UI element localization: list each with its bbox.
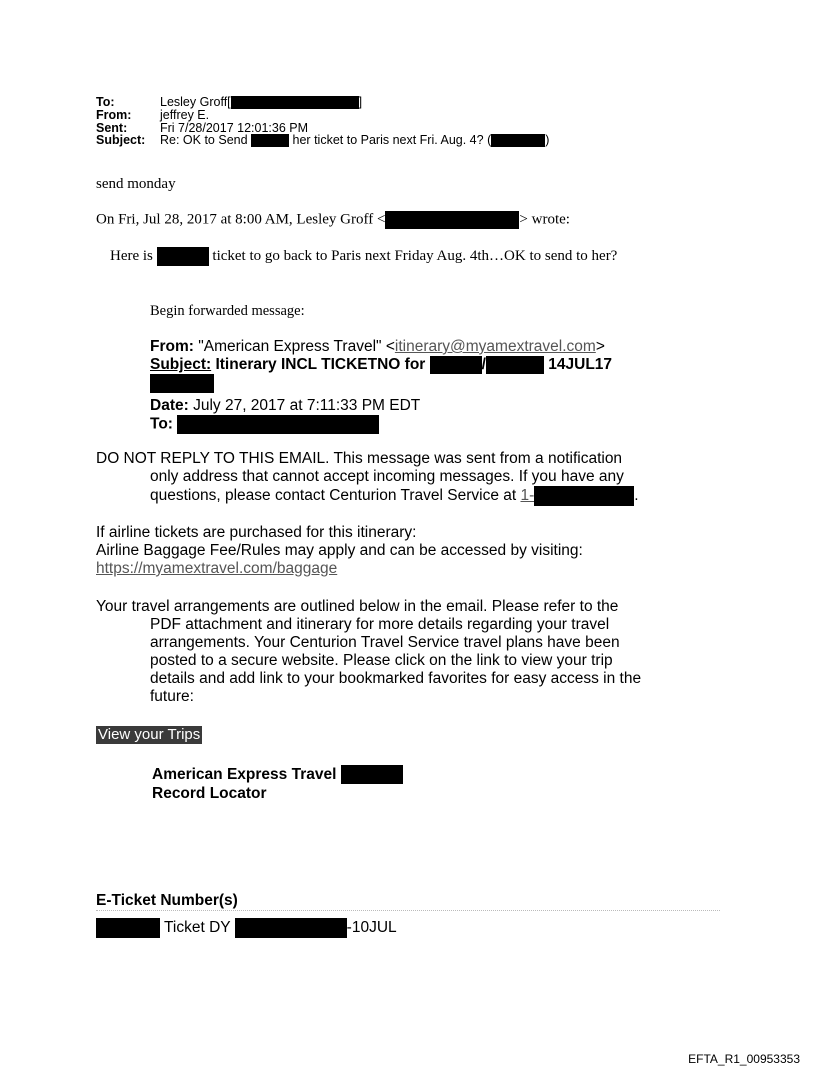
- to-value: Lesley Groff[: [160, 95, 231, 109]
- sent-label: Sent:: [96, 120, 128, 135]
- view-trips-button[interactable]: View your Trips: [98, 726, 201, 743]
- fwd-from-close: >: [595, 338, 605, 355]
- fwd-to-row: [150, 415, 612, 434]
- arrangements-line: PDF attachment and itinerary for more details regarding your travel: [150, 616, 610, 633]
- sent-value: Fri 7/28/2017 12:01:36 PM: [160, 120, 309, 135]
- fwd-from-value: "American Express Travel" <: [198, 338, 395, 355]
- baggage-info: [96, 524, 583, 578]
- redaction: [157, 247, 209, 266]
- redaction: [341, 765, 403, 784]
- do-not-reply-notice: [96, 450, 639, 506]
- baggage-line: Airline Baggage Fee/Rules may apply and can be accessed by visiting:: [96, 542, 583, 559]
- arrangements-line: future:: [150, 688, 194, 705]
- baggage-line: If airline tickets are purchased for this itinerary:: [96, 524, 417, 541]
- quoted-text-b: ticket to go back to Paris next Friday Aug. 4th…OK to send to her?: [212, 247, 618, 264]
- quoted-message: [110, 247, 617, 266]
- fwd-from-label: From:: [150, 338, 194, 355]
- reply-body: send monday: [96, 176, 176, 192]
- fwd-subject-label: Subject:: [150, 356, 212, 374]
- eticket-heading: E-Ticket Number(s): [96, 892, 238, 909]
- notice-line: questions, please contact Centurion Travel Service at: [150, 487, 517, 505]
- fwd-date-label: Date:: [150, 397, 189, 415]
- subject-part-a: Re: OK to Send: [160, 133, 248, 148]
- fwd-subject-value: Itinerary INCL TICKETNO for: [215, 356, 426, 374]
- notice-line-phone: [96, 486, 639, 506]
- redaction: [251, 134, 289, 147]
- travel-arrangements: [96, 598, 641, 706]
- fwd-subject-date: 14JUL17: [548, 356, 613, 374]
- arrangements-line: arrangements. Your Centurion Travel Service travel plans have been: [150, 634, 620, 651]
- redaction: [491, 134, 545, 147]
- subject-row: [96, 134, 549, 147]
- phone-link[interactable]: 1-: [520, 487, 535, 505]
- fwd-date-row: [150, 397, 612, 415]
- notice-end: .: [634, 487, 639, 505]
- record-locator: [152, 765, 403, 803]
- from-value: jeffrey E.: [160, 108, 210, 123]
- redaction: [534, 486, 634, 506]
- redaction: [96, 918, 160, 938]
- redaction: [430, 356, 482, 374]
- arrangements-line: Your travel arrangements are outlined below in the email. Please refer to the: [96, 598, 619, 615]
- eticket-row: [96, 918, 397, 938]
- email-header: [96, 96, 549, 147]
- redaction: [177, 415, 379, 434]
- locator-text: American Express Travel: [152, 766, 337, 783]
- quote-attribution-text: On Fri, Jul 28, 2017 at 8:00 AM, Lesley Groff <: [96, 211, 386, 228]
- fwd-subject-row: [150, 356, 612, 374]
- fwd-subject-continued: [150, 374, 612, 393]
- fwd-to-label: To:: [150, 415, 173, 433]
- quote-attribution-end: > wrote:: [519, 211, 570, 228]
- redaction: [235, 918, 347, 938]
- baggage-link[interactable]: https://myamextravel.com/baggage: [96, 560, 338, 577]
- arrangements-line: details and add link to your bookmarked favorites for easy access in the: [150, 670, 642, 687]
- forwarded-header: [150, 338, 612, 434]
- fwd-from-row: [150, 338, 612, 356]
- fwd-from-email-link[interactable]: itinerary@myamextravel.com: [394, 338, 596, 355]
- notice-line: only address that cannot accept incoming messages. If you have any: [150, 468, 624, 485]
- locator-line-1: [152, 765, 403, 784]
- subject-part-c: ): [545, 133, 550, 148]
- arrangements-line: posted to a secure website. Please click on the link to view your trip: [150, 652, 613, 669]
- from-label: From:: [96, 108, 132, 123]
- notice-line: DO NOT REPLY TO THIS EMAIL. This message was sent from a notification: [96, 450, 623, 467]
- begin-forwarded: Begin forwarded message:: [150, 303, 305, 319]
- to-close: ]: [358, 95, 363, 109]
- redaction: [385, 211, 519, 229]
- ticket-label: Ticket DY: [164, 919, 231, 937]
- locator-text: Record Locator: [152, 785, 267, 803]
- subject-part-b: her ticket to Paris next Fri. Aug. 4? (: [292, 133, 492, 148]
- document-id: EFTA_R1_00953353: [688, 1052, 800, 1066]
- eticket-heading-row: [96, 892, 720, 911]
- redaction: [150, 374, 214, 393]
- to-label: To:: [96, 95, 115, 109]
- quote-attribution: [96, 211, 570, 229]
- subject-label: Subject:: [96, 133, 146, 148]
- quoted-text-a: Here is: [110, 247, 153, 264]
- fwd-date-value: July 27, 2017 at 7:11:33 PM EDT: [193, 397, 421, 415]
- ticket-suffix: -10JUL: [346, 919, 397, 937]
- redaction: [231, 96, 359, 109]
- redaction: [486, 356, 544, 374]
- fwd-subject-slash: /: [481, 356, 486, 374]
